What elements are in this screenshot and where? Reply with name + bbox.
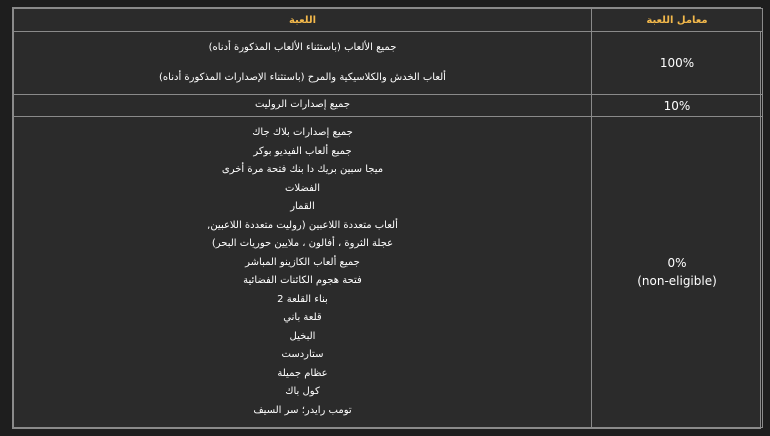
factor-value: 0% [667,256,687,270]
game-item: ألعاب الخدش والكلاسيكية والمرح (باستثناء الإصدارات المذكورة أدناه) [159,72,446,83]
game-item: كول باك [285,386,320,397]
game-item: بناء القلعة 2 [277,293,328,305]
game-item: تومب رايدر؛ سر السيف [253,404,352,416]
game-item: البخيل [289,330,316,342]
factor-cell [592,95,763,117]
game-item: عجلة الثروة ، أفالون ، ملايين حوريات البحر) [211,238,394,249]
game-weighting-table [13,8,763,428]
game-item: الفضلات [285,182,320,194]
factor-note: (non-eligible) [637,274,717,288]
game-item: ألعاب متعددة اللاعبين (روليت متعددة اللاعبين, [207,219,398,231]
games-cell [14,117,592,428]
games-cell [14,32,592,95]
factor-cell [592,32,763,95]
game-item: عظام جميلة [277,367,328,379]
game-item: جميع إصدارات الروليت [254,99,351,111]
game-item: جميع ألعاب الكازينو المباشر [245,256,360,268]
game-item: القمار [290,201,315,212]
game-item: جميع إصدارات بلاك جاك [252,127,353,138]
header-game: اللعبة [14,9,592,32]
game-item: جميع الألعاب (باستثناء الألعاب المذكورة أدناه) [208,42,397,53]
table-row [14,95,763,117]
game-item: ستاردست [281,349,324,360]
factor-value: 100% [659,56,695,70]
table-row [14,32,763,95]
game-item: ميجا سبين بريك دا بنك فتحة مرة أخرى [221,164,384,175]
table-row [14,117,763,428]
header-factor: معامل اللعبة [592,9,763,32]
game-item: قلعة باني [283,312,322,323]
factor-cell [592,117,763,428]
factor-value: 10% [663,98,691,113]
table-header-row [14,9,763,32]
games-cell [14,95,592,117]
game-weighting-table-container [12,7,761,429]
game-item: جميع ألعاب الفيديو بوكر [253,145,352,157]
game-item: فتحة هجوم الكائنات الفضائية [243,275,362,286]
